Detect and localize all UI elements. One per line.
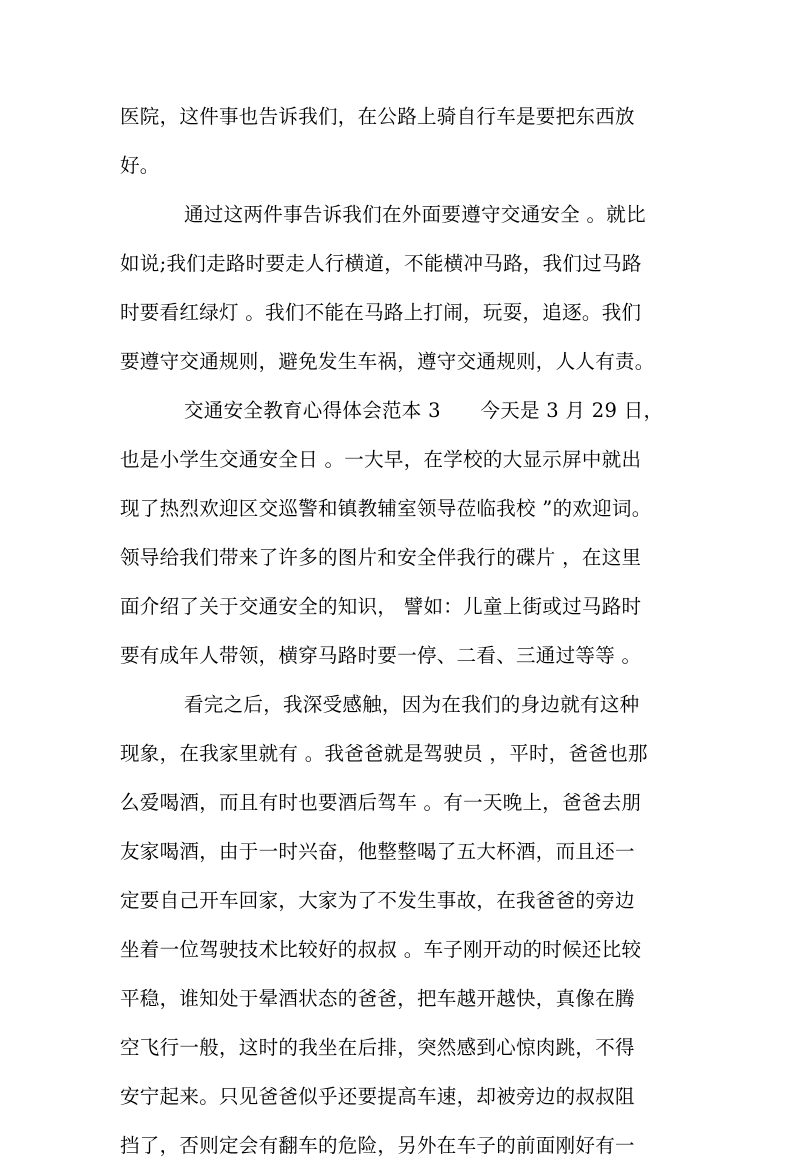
text-line: 医院，这件事也告诉我们，在公路上骑自行车是要把东西放 (120, 105, 635, 128)
text-line: 领导给我们带来了许多的图片和安全伴我行的碟片 ，在这里 (120, 546, 642, 569)
text-line: 友家喝酒，由于一时兴奋，他整整喝了五大杯酒，而且还一 (120, 840, 635, 863)
text-line: 么爱喝酒，而且有时也要酒后驾车 。有一天晚上，爸爸去朋 (120, 791, 642, 814)
text-line: 挡了，否则定会有翻车的危险，另外在车子的前面刚好有一 (120, 1134, 635, 1157)
text-line: 现象，在我家里就有 。我爸爸就是驾驶员 ，平时，爸爸也那 (120, 742, 648, 765)
text-line: 也是小学生交通安全日 。一大早，在学校的大显示屏中就出 (120, 448, 642, 471)
paragraph-start-line: 交通安全教育心得体会范本 3 今天是 3 月 29 日， (184, 399, 664, 422)
text-line: 平稳，谁知处于晕酒状态的爸爸，把车越开越快，真像在腾 (120, 987, 635, 1010)
text-line: 要有成年人带领，横穿马路时要一停、二看、三通过等等 。 (120, 644, 642, 667)
text-line: 空飞行一般，这时的我坐在后排，突然感到心惊肉跳，不得 (120, 1036, 635, 1059)
text-line: 面介绍了关于交通安全的知识， 譬如：儿童上街或过马路时 (120, 595, 642, 618)
text-line: 安宁起来。只见爸爸似乎还要提高车速，却被旁边的叔叔阻 (120, 1085, 635, 1108)
text-line: 时要看红绿灯 。我们不能在马路上打闹，玩耍，追逐。我们 (120, 301, 642, 324)
text-line: 好。 (120, 154, 160, 177)
text-line: 定要自己开车回家，大家为了不发生事故，在我爸爸的旁边 (120, 889, 635, 912)
text-line: 要遵守交通规则，避免发生车祸，遵守交通规则，人人有责。 (120, 350, 655, 373)
paragraph-start-line: 看完之后，我深受感触，因为在我们的身边就有这种 (184, 693, 640, 716)
body-text (120, 92, 672, 1170)
text-line: 现了热烈欢迎区交巡警和镇教辅室领导莅临我校 ”的欢迎词。 (120, 497, 652, 520)
paragraph-start-line: 通过这两件事告诉我们在外面要遵守交通安全 。就比 (184, 203, 646, 226)
text-line: 如说;我们走路时要走人行横道，不能横冲马路，我们过马路 (120, 252, 642, 275)
text-line: 坐着一位驾驶技术比较好的叔叔 。车子刚开动的时候还比较 (120, 938, 642, 961)
